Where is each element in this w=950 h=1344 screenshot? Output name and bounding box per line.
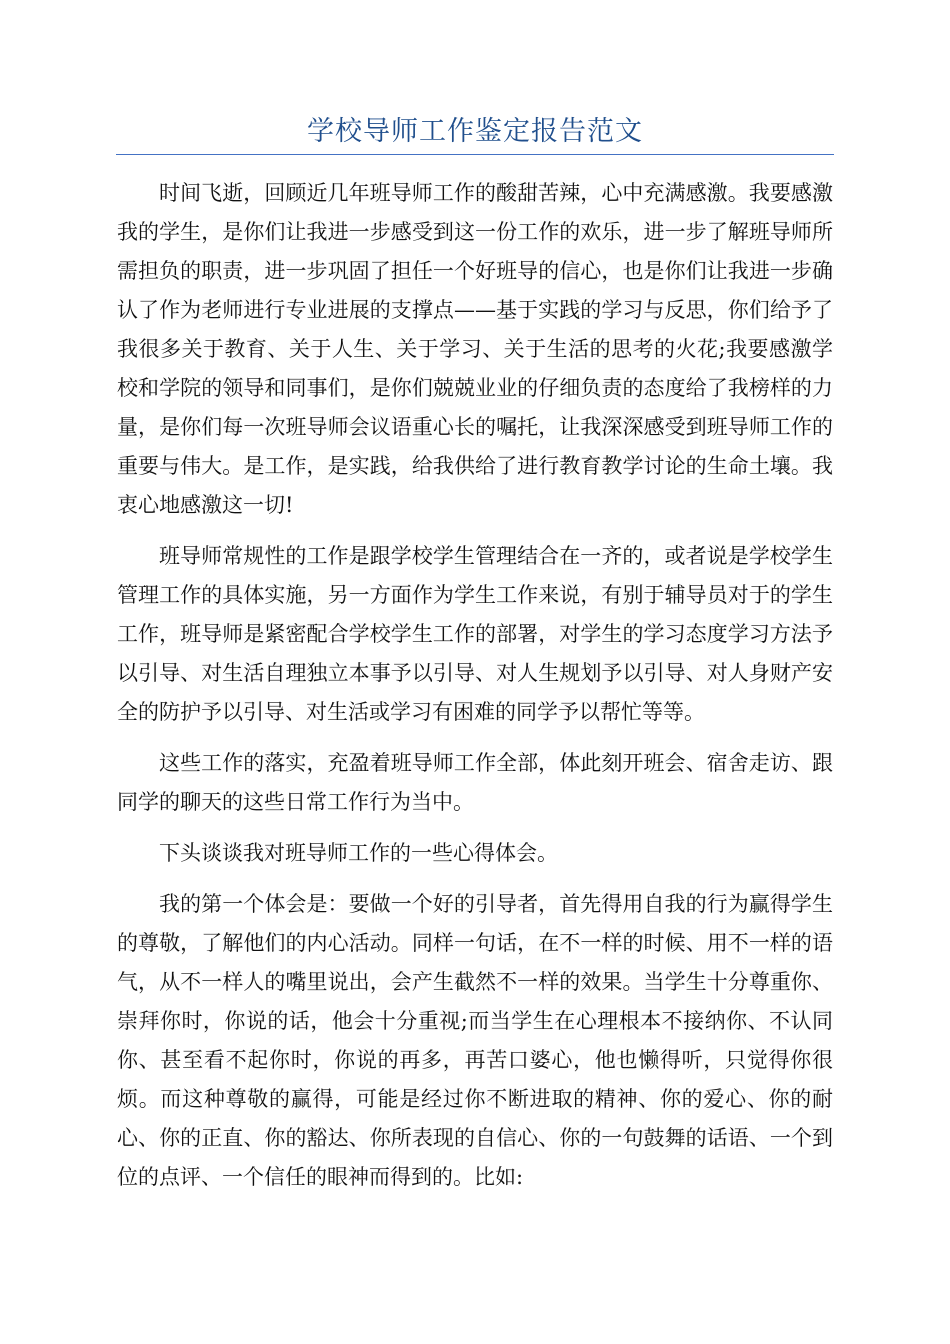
document-body [117,174,833,1209]
title-section [116,112,834,155]
paragraph-4: 下头谈谈我对班导师工作的一些心得体会。 [159,841,558,865]
paragraph-3: 这些工作的落实，充盈着班导师工作全部，体此刻开班会、宿舍走访、跟同学的聊天的这些日常工作行为当中。 [117,751,833,814]
document-title: 学校导师工作鉴定报告范文 [307,116,643,147]
paragraph-5: 我的第一个体会是：要做一个好的引导者，首先得用自我的行为赢得学生的尊敬，了解他们的内心活动。同样一句话，在不一样的时候、用不一样的语气，从不一样人的嘴里说出，会产生截然不一样的效果。当学生十分尊重你、崇拜你时，你说的话，他会十分重视;而当学生在心理根本不接纳你、不认同你、甚至看不起你时，你说的再多，再苦口婆心，他也懒得听，只觉得你很烦。而这种尊敬的赢得，可能是经过你不断进取的精神、你的爱心、你的耐心、你的正直、你的豁达、你所表现的自信心、你的一句鼓舞的话语、一个到位的点评、一个信任的眼神而得到的。比如: [117,892,833,1189]
paragraph-1: 时间飞逝，回顾近几年班导师工作的酸甜苦辣，心中充满感激。我要感激我的学生，是你们让我进一步感受到这一份工作的欢乐，进一步了解班导师所需担负的职责，进一步巩固了担任一个好班导的信心，也是你们让我进一步确认了作为老师进行专业进展的支撑点——基于实践的学习与反思，你们给予了我很多关于教育、关于人生、关于学习、关于生活的思考的火花;我要感激学校和学院的领导和同事们，是你们兢兢业业的仔细负责的态度给了我榜样的力量，是你们每一次班导师会议语重心长的嘱托，让我深深感受到班导师工作的重要与伟大。是工作，是实践，给我供给了进行教育教学讨论的生命土壤。我衷心地感激这一切! [117,181,833,517]
paragraph-2: 班导师常规性的工作是跟学校学生管理结合在一齐的，或者说是学校学生管理工作的具体实施，另一方面作为学生工作来说，有别于辅导员对于的学生工作，班导师是紧密配合学校学生工作的部署，对学生的学习态度学习方法予以引导、对生活自理独立本事予以引导、对人生规划予以引导、对人身财产安全的防护予以引导、对生活或学习有困难的同学予以帮忙等等。 [117,544,833,724]
